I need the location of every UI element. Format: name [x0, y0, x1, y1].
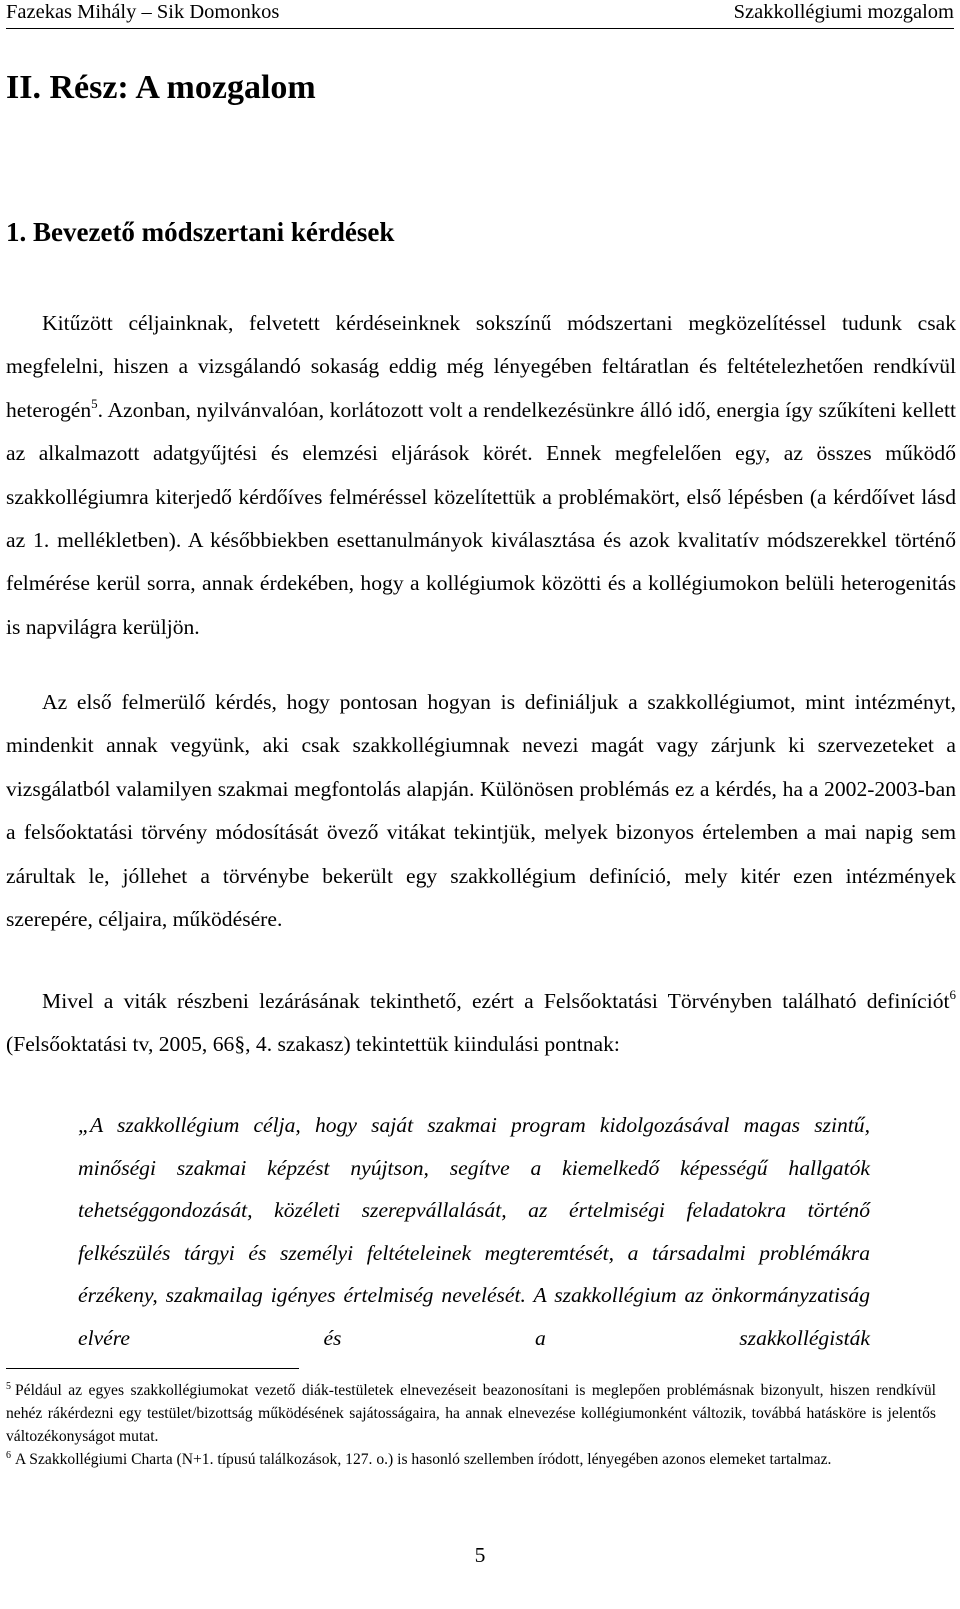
header-rule: [6, 28, 954, 29]
paragraph-1-text-b: . Azonban, nyilvánvalóan, korlátozott volt a rendelkezésünkre álló idő, energia így szűkíteni kellett az alkalmazott adatgyűjtési és elemzési eljárások körét. Ennek megfelelően egy, az összes működő szakkollégiumra kiterjedő kérdőíves felméréssel közelítettük a problémakört, első lépésben (a kérdőívet lásd az 1. mellékletben). A későbbiekben esettanulmányok kiválasztása és azok kvalitatív módszerekkel történő felmérése kerül sorra, annak érdekében, hogy a kollégiumok közötti és a kollégiumokon belüli heterogenitás is napvilágra kerüljön.: [6, 397, 956, 639]
paragraph-2-text: Az első felmerülő kérdés, hogy pontosan hogyan is definiáljuk a szakkollégiumot, mint intézményt, mindenkit annak vegyünk, aki csak szakkollégiumnak nevezi magát vagy zárjunk ki szervezeteket a vizsgálatból valamilyen szakmai megfontolás alapján. Különösen problémás ez a kérdés, ha a 2002-2003-ban a felsőoktatási törvény módosítását övező vitákat tekintjük, melyek bizonyos értelemben a mai napig sem zárultak le, jóllehet a törvénybe bekerült egy szakkollégium definíció, mely kitér ezen intézmények szerepére, céljaira, működésére.: [6, 690, 956, 932]
running-header: [6, 0, 954, 26]
header-title: Szakkollégiumi mozgalom: [733, 1, 954, 23]
footnote-number: 6: [6, 1450, 11, 1461]
footnote-ref-5[interactable]: 5: [91, 395, 98, 411]
header-authors: Fazekas Mihály – Sik Domonkos: [6, 1, 280, 23]
block-quote: [78, 1104, 870, 1359]
paragraph-3-text-a: Mivel a viták részbeni lezárásának tekinthető, ezért a Felsőoktatási Törvényben található definíciót: [42, 989, 950, 1013]
footnote-separator: [6, 1368, 299, 1369]
footnote-text: Például az egyes szakkollégiumokat vezető diák-testületek elnevezéseit beazonosítani is meglepően problémásnak bizonyult, hiszen rendkívül nehéz rákérdezni egy testület/bizottság működésének sajátosságaira, ha annak elnevezése kollégiumonként változik, továbbá hatásköre is jelentős változékonyságot mutat.: [6, 1382, 936, 1445]
body-paragraph-1: [6, 302, 956, 649]
footnotes: [6, 1379, 936, 1471]
paragraph-3-text-b: (Felsőoktatási tv, 2005, 66§, 4. szakasz) tekintettük kiindulási pontnak:: [6, 1032, 620, 1057]
body-paragraph-2: [6, 681, 956, 941]
page-number: 5: [474, 1543, 486, 1567]
footnote-ref-6[interactable]: 6: [949, 987, 956, 1002]
footnote-5: [6, 1379, 936, 1448]
footnote-text: A Szakkollégiumi Charta (N+1. típusú találkozások, 127. o.) is hasonló szellemben íródott, lényegében azonos elemeket tartalmaz.: [15, 1451, 832, 1468]
quote-text: „A szakkollégium célja, hogy saját szakmai program kidolgozásával magas szintű, minőségi szakmai képzést nyújtson, segítve a kiemelkedő képességű hallgatók tehetséggondozását, közéleti szerepvállalását, az értelmiségi feladatokra történő felkészülés tárgyi és személyi feltételeinek megteremtését, a társadalmi problémákra érzékeny, szakmailag igényes értelmiség nevelését. A szakkollégium az önkormányzatiság elvére és a szakkollégisták: [78, 1113, 870, 1350]
paragraph-1-text-a: Kitűzött céljainknak, felvetett kérdéseinknek sokszínű módszertani megközelítéssel tudunk csak megfelelni, hiszen a vizsgálandó sokaság eddig még lényegében feltáratlan és feltételezhetően rendkívül heterogén: [6, 311, 956, 422]
footnote-6: [6, 1448, 936, 1471]
section-title: 1. Bevezető módszertani kérdések: [6, 217, 395, 247]
body-paragraph-3: [6, 980, 956, 1067]
part-title: II. Rész: A mozgalom: [6, 69, 316, 106]
footnote-number: 5: [6, 1381, 11, 1392]
